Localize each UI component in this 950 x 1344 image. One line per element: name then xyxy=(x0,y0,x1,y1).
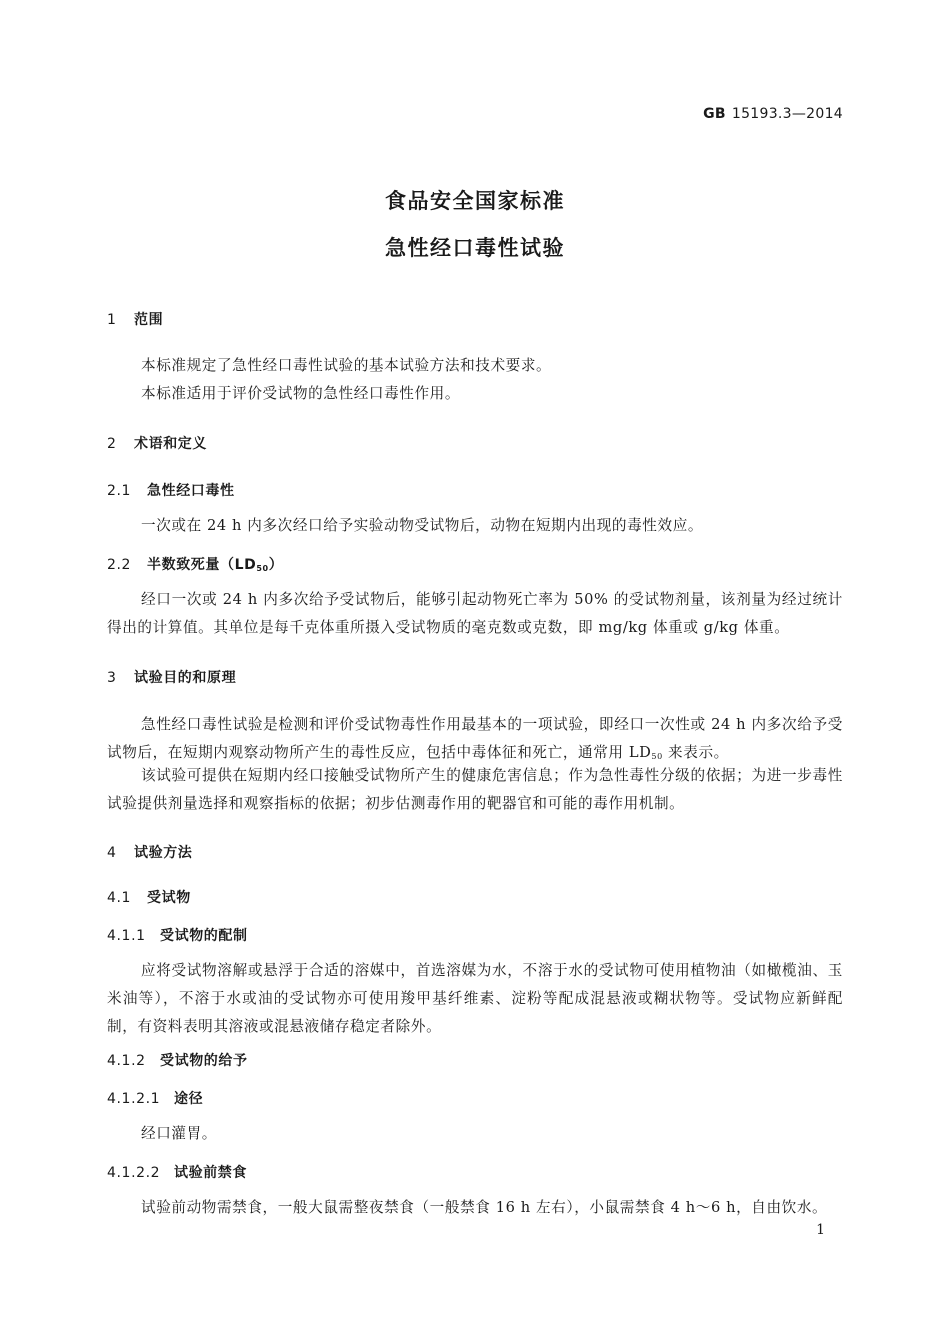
section-number: 4 xyxy=(107,845,117,861)
section-4-1-2-1-heading xyxy=(107,1088,203,1108)
section-title: 半数致死量（LD xyxy=(147,557,257,573)
section-title: 试验前禁食 xyxy=(174,1165,247,1181)
section-title: 试验目的和原理 xyxy=(134,670,237,686)
section-title: 受试物 xyxy=(147,890,191,906)
section-title-subscript: 50 xyxy=(256,564,269,573)
section-title: 范围 xyxy=(134,312,164,328)
document-title-line2: 急性经口毒性试验 xyxy=(385,236,565,260)
section-title-end: ） xyxy=(268,557,284,573)
section-number: 4.1.2.1 xyxy=(107,1091,161,1107)
section-3-heading xyxy=(107,667,236,687)
section-number: 2.2 xyxy=(107,557,132,573)
document-title-line1: 食品安全国家标准 xyxy=(385,189,565,213)
paragraph-text: 急性经口毒性试验是检测和评价受试物毒性作用最基本的一项试验，即经口一次性或 24 h 内多次给予受试物后，在短期内观察动物所产生的毒性反应，包括中毒体征和死亡，通常用 LD xyxy=(107,716,843,761)
section-title: 途径 xyxy=(174,1091,204,1107)
section-number: 4.1 xyxy=(107,890,132,906)
section-1-paragraph-1: 本标准规定了急性经口毒性试验的基本试验方法和技术要求。 xyxy=(141,357,552,374)
section-2-2-paragraph: 经口一次或 24 h 内多次给予受试物后，能够引起动物死亡率为 50% 的受试物剂量，该剂量为经过统计得出的计算值。其单位是每千克体重所摄入受试物质的毫克数或克数，即 mg/kg 体重或 g/kg 体重。 xyxy=(107,591,843,636)
section-number: 4.1.2 xyxy=(107,1053,146,1069)
section-2-heading xyxy=(107,433,207,453)
section-number: 1 xyxy=(107,312,117,328)
section-number: 2 xyxy=(107,436,117,452)
section-4-1-2-2-heading xyxy=(107,1162,247,1182)
section-number: 4.1.1 xyxy=(107,928,146,944)
section-3-paragraph-2: 该试验可提供在短期内经口接触受试物所产生的健康危害信息；作为急性毒性分级的依据；为进一步毒性试验提供剂量选择和观察指标的依据；初步估测毒作用的靶器官和可能的毒作用机制。 xyxy=(107,767,843,812)
section-4-1-1-paragraph: 应将受试物溶解或悬浮于合适的溶媒中，首选溶媒为水，不溶于水的受试物可使用植物油（如橄榄油、玉米油等），不溶于水或油的受试物亦可使用羧甲基纤维素、淀粉等配成混悬液或糊状物等。受试物应新鲜配制，有资料表明其溶液或混悬液储存稳定者除外。 xyxy=(107,962,843,1035)
standard-code xyxy=(703,106,843,122)
section-4-1-2-heading xyxy=(107,1050,248,1070)
section-2-1-heading xyxy=(107,480,235,500)
standard-prefix: GB xyxy=(703,106,726,122)
ld-subscript: 50 xyxy=(651,752,663,761)
section-2-1-paragraph: 一次或在 24 h 内多次经口给予实验动物受试物后，动物在短期内出现的毒性效应。 xyxy=(141,517,704,534)
section-number: 2.1 xyxy=(107,483,132,499)
section-4-1-2-2-paragraph: 试验前动物需禁食，一般大鼠需整夜禁食（一般禁食 16 h 左右），小鼠需禁食 4 h～6 h，自由饮水。 xyxy=(141,1199,828,1216)
section-number: 3 xyxy=(107,670,117,686)
section-4-heading xyxy=(107,842,192,862)
section-title: 术语和定义 xyxy=(134,436,207,452)
section-2-2-heading xyxy=(107,554,283,574)
section-4-1-heading xyxy=(107,887,191,907)
section-4-1-2-1-paragraph: 经口灌胃。 xyxy=(141,1125,217,1142)
section-4-1-1-heading xyxy=(107,925,248,945)
section-title: 受试物的配制 xyxy=(160,928,248,944)
section-title: 急性经口毒性 xyxy=(147,483,235,499)
section-title: 受试物的给予 xyxy=(160,1053,248,1069)
section-1-paragraph-2: 本标准适用于评价受试物的急性经口毒性作用。 xyxy=(141,385,461,402)
section-1-heading xyxy=(107,309,163,329)
page-number: 1 xyxy=(816,1222,825,1238)
standard-number: 15193.3—2014 xyxy=(731,106,843,122)
section-title: 试验方法 xyxy=(134,845,193,861)
paragraph-text-end: 来表示。 xyxy=(662,744,729,761)
section-number: 4.1.2.2 xyxy=(107,1165,161,1181)
